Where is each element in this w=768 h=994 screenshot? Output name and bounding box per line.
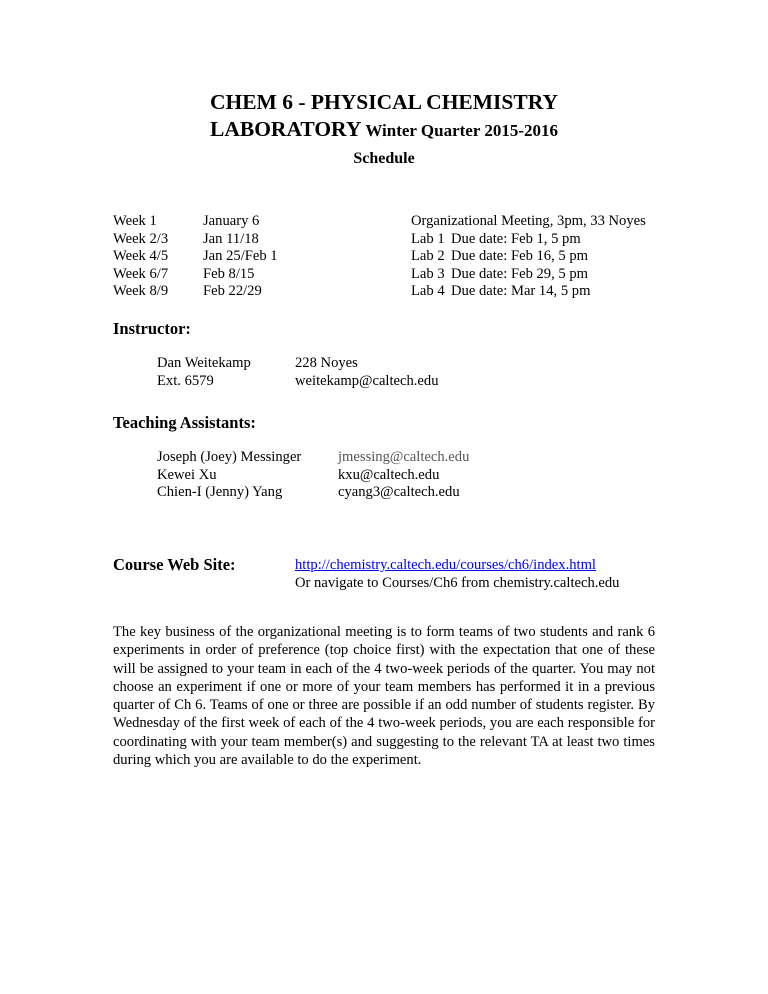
title-quarter: Winter Quarter 2015-2016 [365,121,559,140]
instructor-heading: Instructor: [113,319,191,338]
title-laboratory: LABORATORY [209,117,362,141]
schedule-lab: Lab 2 [411,248,445,265]
schedule-lab: Lab 4 [411,283,445,300]
schedule-date: Jan 25/Feb 1 [203,248,278,265]
ta-name: Chien-I (Jenny) Yang [157,484,283,501]
instructor-email: weitekamp@caltech.edu [295,372,439,389]
document-title [0,88,768,171]
schedule-week: Week 6/7 [113,265,169,282]
schedule-week: Week 4/5 [113,248,169,265]
ta-email: kxu@caltech.edu [338,466,440,483]
schedule-due: Due date: Feb 16, 5 pm [451,248,588,265]
course-website-link[interactable]: http://chemistry.caltech.edu/courses/ch6/index.html [295,557,596,573]
instructor-office: 228 Noyes [295,355,358,371]
instructor-ext: Ext. 6579 [157,372,214,389]
ta-email: jmessing@caltech.edu [338,449,470,465]
title-line-2 [0,116,768,145]
schedule-due: Due date: Feb 29, 5 pm [451,265,588,282]
ta-name: Kewei Xu [157,466,217,483]
schedule-date: Feb 22/29 [203,283,262,300]
schedule-due: Due date: Mar 14, 5 pm [451,283,591,300]
website-info [295,557,619,592]
schedule-lab: Lab 3 [411,265,445,282]
schedule-week: Week 2/3 [113,230,169,247]
instructor-name: Dan Weitekamp [157,355,251,371]
organizational-paragraph: The key business of the organizational meeting is to form teams of two students and rank 6 experiments in order of preference (top choice first) with the expectation that one of these will be assigned to your team in each of the 4 two-week periods of the quarter. You may not choose an experiment if one or more of your team members has performed it in a previous quarter of Ch 6. Teams of one or three are possible if an odd number of students register. By Wednesday of the first week of each of the 4 two-week periods, you are each responsible for coordinating with your team member(s) and suggesting to the relevant TA at least two times during which you are available to do the experiment. [113,624,655,769]
ta-email: cyang3@caltech.edu [338,484,460,501]
website-heading: Course Web Site: [113,555,236,574]
schedule-event: Organizational Meeting, 3pm, 33 Noyes [411,213,646,229]
title-line-1: CHEM 6 - PHYSICAL CHEMISTRY [209,90,559,114]
schedule-week: Week 8/9 [113,283,169,300]
schedule-lab: Lab 1 [411,230,445,247]
schedule-due: Due date: Feb 1, 5 pm [451,230,581,247]
website-note: Or navigate to Courses/Ch6 from chemistry.caltech.edu [295,574,620,591]
ta-name: Joseph (Joey) Messinger [157,449,302,465]
schedule-date: January 6 [203,213,260,229]
schedule-week: Week 1 [113,213,157,229]
ta-heading: Teaching Assistants: [113,413,256,432]
schedule-date: Jan 11/18 [203,230,259,247]
schedule-date: Feb 8/15 [203,265,255,282]
title-schedule: Schedule [353,150,415,167]
